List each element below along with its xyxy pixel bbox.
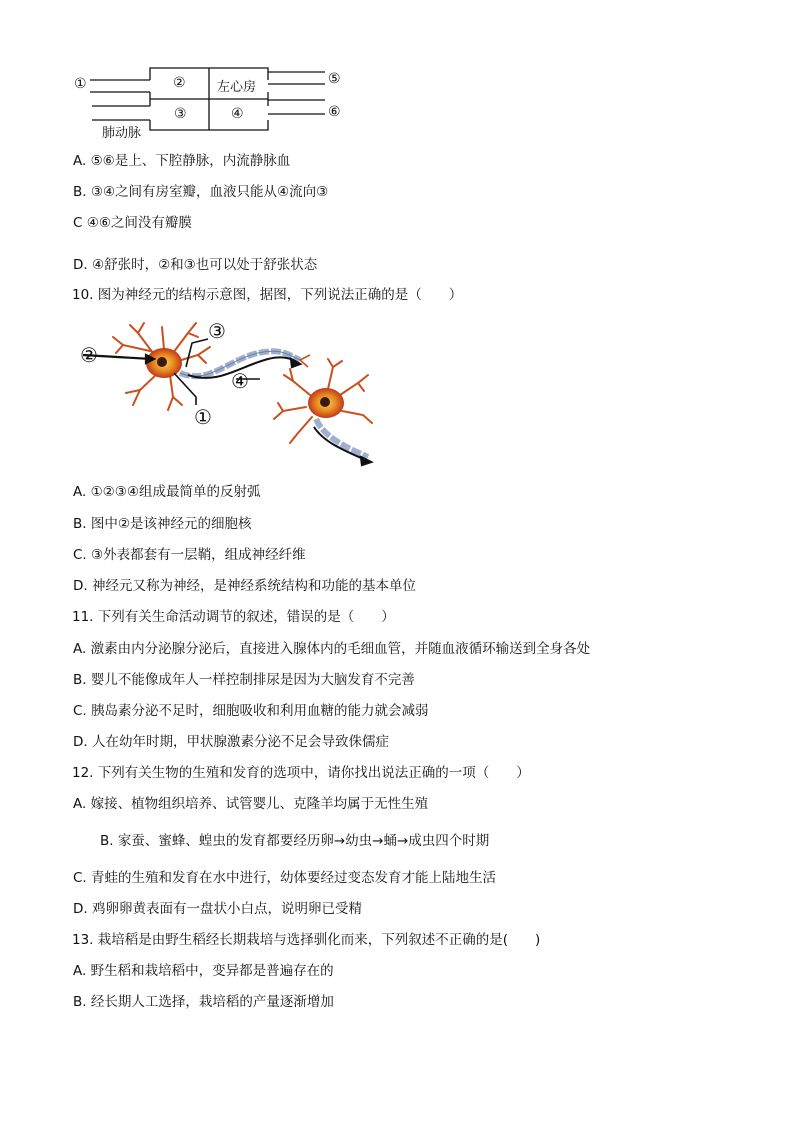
q12-stem: 12. 下列有关生物的生殖和发育的选项中，请你找出说法正确的一项（ ） — [72, 765, 530, 781]
neuron-label-1: ① — [194, 405, 212, 429]
q11-stem: 11. 下列有关生命活动调节的叙述，错误的是（ ） — [72, 609, 395, 625]
heart-label-pulmonary-artery: 肺动脉 — [102, 126, 142, 141]
q12-option-a: A. 嫁接、植物组织培养、试管婴儿、克隆羊均属于无性生殖 — [73, 796, 429, 812]
heart-label-3: ③ — [174, 106, 187, 122]
q11-option-a: A. 激素由内分泌腺分泌后，直接进入腺体内的毛细血管，并随血液循环输送到全身各处 — [73, 641, 591, 657]
heart-label-4: ④ — [231, 106, 244, 122]
q10-stem: 10. 图为神经元的结构示意图，据图，下列说法正确的是（ ） — [72, 287, 463, 303]
q9-option-c: C ④⑥之间没有瓣膜 — [73, 215, 192, 231]
neuron-label-3: ③ — [208, 319, 226, 343]
q11-option-b: B. 婴儿不能像成年人一样控制排尿是因为大脑发育不完善 — [73, 672, 415, 688]
q12-option-d: D. 鸡卵卵黄表面有一盘状小白点，说明卵已受精 — [73, 901, 362, 917]
neuron-2-nucleus — [320, 397, 330, 407]
heart-label-5: ⑤ — [328, 71, 341, 87]
q10-option-d: D. 神经元又称为神经，是神经系统结构和功能的基本单位 — [73, 578, 416, 594]
q10-option-a: A. ①②③④组成最简单的反射弧 — [73, 484, 261, 500]
q9-option-a: A. ⑤⑥是上、下腔静脉，内流静脉血 — [73, 153, 291, 169]
q11-option-d: D. 人在幼年时期，甲状腺激素分泌不足会导致侏儒症 — [73, 734, 389, 750]
q12-option-b: B. 家蚕、蜜蜂、蝗虫的发育都要经历卵→幼虫→蛹→成虫四个时期 — [100, 833, 490, 849]
q9-option-d: D. ④舒张时，②和③也可以处于舒张状态 — [73, 257, 318, 273]
q12-option-c: C. 青蛙的生殖和发育在水中进行，幼体要经过变态发育才能上陆地生活 — [73, 870, 497, 886]
neuron-diagram — [78, 315, 388, 470]
heart-diagram — [70, 62, 360, 142]
heart-label-2: ② — [173, 75, 186, 91]
heart-label-6: ⑥ — [328, 104, 341, 120]
q9-option-b: B. ③④之间有房室瓣，血液只能从④流向③ — [73, 184, 329, 200]
q13-option-b: B. 经长期人工选择，栽培稻的产量逐渐增加 — [73, 994, 334, 1010]
q13-option-a: A. 野生稻和栽培稻中，变异都是普遍存在的 — [73, 963, 334, 979]
q10-option-b: B. 图中②是该神经元的细胞核 — [73, 516, 252, 532]
neuron-label-2: ② — [80, 343, 98, 367]
q13-stem: 13. 栽培稻是由野生稻经长期栽培与选择驯化而来，下列叙述不正确的是( ) — [72, 932, 541, 948]
neuron-nucleus — [157, 357, 167, 367]
q10-option-c: C. ③外表都套有一层鞘，组成神经纤维 — [73, 547, 306, 563]
heart-label-left-atrium: 左心房 — [217, 80, 257, 95]
heart-label-1: ① — [74, 76, 87, 92]
q11-option-c: C. 胰岛素分泌不足时，细胞吸收和利用血糖的能力就会减弱 — [73, 703, 429, 719]
neuron-label-4: ④ — [231, 369, 249, 393]
